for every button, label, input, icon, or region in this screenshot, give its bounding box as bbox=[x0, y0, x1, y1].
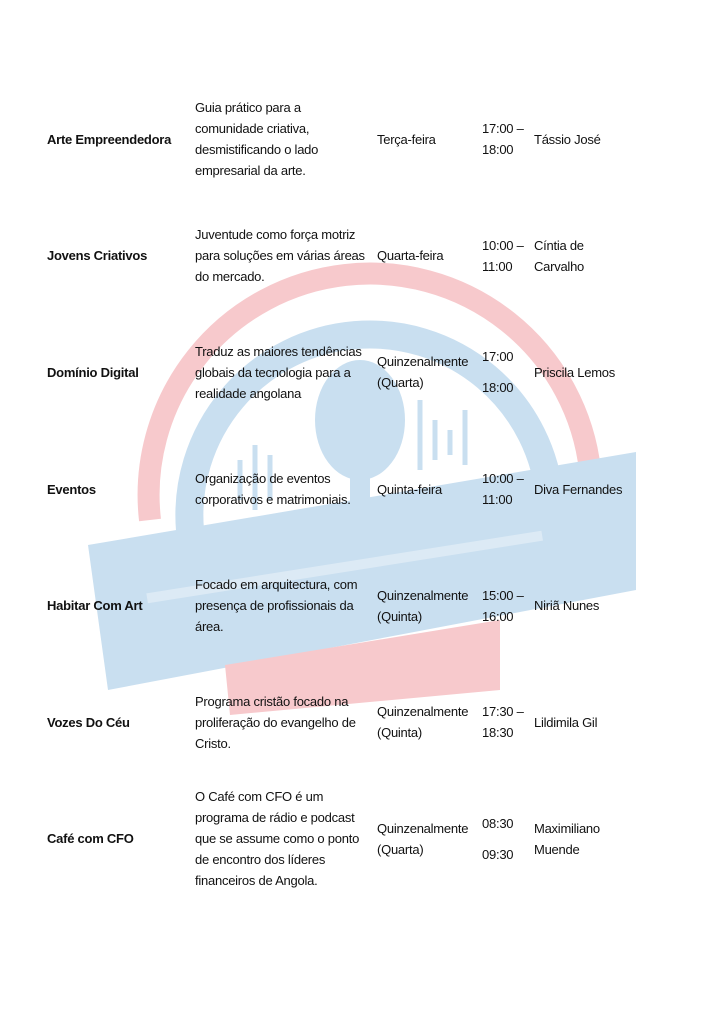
program-description-line: Focado em arquitectura, com bbox=[195, 577, 358, 593]
program-host-line: Carvalho bbox=[534, 258, 585, 274]
program-host-line: Maximiliano bbox=[534, 820, 600, 836]
program-description-line: presença de profissionais da bbox=[195, 598, 354, 614]
program-schedule bbox=[377, 129, 482, 150]
program-name-text: Domínio Digital bbox=[47, 364, 139, 380]
program-name-text: Café com CFO bbox=[47, 831, 134, 847]
program-name bbox=[47, 828, 195, 849]
program-name-text: Eventos bbox=[47, 481, 96, 497]
program-time bbox=[482, 585, 534, 627]
program-schedule-line: Quinta-feira bbox=[377, 481, 442, 497]
program-description-line: para soluções em várias áreas bbox=[195, 248, 365, 264]
program-time bbox=[482, 468, 534, 510]
program-time-line: 10:00 – bbox=[482, 237, 524, 253]
program-time bbox=[482, 346, 534, 398]
table-row bbox=[47, 314, 724, 431]
program-schedule bbox=[377, 818, 482, 860]
program-description bbox=[195, 224, 377, 287]
program-description-line: de encontro dos líderes bbox=[195, 852, 326, 868]
program-description bbox=[195, 468, 377, 510]
program-host bbox=[534, 479, 664, 500]
program-host-line: Muende bbox=[534, 841, 580, 857]
program-time-line: 18:00 bbox=[482, 142, 514, 158]
table-row bbox=[47, 431, 724, 548]
program-time-line: 11:00 bbox=[482, 492, 513, 508]
program-schedule bbox=[377, 245, 482, 266]
program-schedule-line: (Quarta) bbox=[377, 841, 424, 857]
program-schedule-line: Quinzenalmente bbox=[377, 820, 469, 836]
program-time-line: 18:00 bbox=[482, 380, 514, 396]
program-description-line: empresarial da arte. bbox=[195, 163, 306, 179]
table-row bbox=[47, 81, 724, 198]
table-row bbox=[47, 198, 724, 315]
program-description-line: Guia prático para a bbox=[195, 100, 301, 116]
program-name bbox=[47, 362, 195, 383]
program-schedule bbox=[377, 479, 482, 500]
program-time-line: 18:30 bbox=[482, 725, 514, 741]
table-row bbox=[47, 664, 724, 781]
program-name bbox=[47, 129, 195, 150]
program-schedule-line: Quarta-feira bbox=[377, 248, 444, 264]
program-time bbox=[482, 813, 534, 865]
program-time bbox=[482, 701, 534, 743]
program-description bbox=[195, 691, 377, 754]
program-description-line: realidade angolana bbox=[195, 385, 302, 401]
program-description-line: Organização de eventos bbox=[195, 471, 331, 487]
program-description-line: Programa cristão focado na bbox=[195, 693, 349, 709]
program-description-line: financeiros de Angola. bbox=[195, 873, 318, 889]
program-schedule-line: Terça-feira bbox=[377, 131, 436, 147]
program-host bbox=[534, 818, 664, 860]
program-description-line: desmistificando o lado bbox=[195, 142, 319, 158]
program-description-line: globais da tecnologia para a bbox=[195, 364, 351, 380]
program-description bbox=[195, 341, 377, 404]
program-description-line: Cristo. bbox=[195, 735, 231, 751]
program-host bbox=[534, 595, 664, 616]
program-time-line: 17:00 – bbox=[482, 121, 524, 137]
program-host bbox=[534, 362, 664, 383]
program-time-line: 16:00 bbox=[482, 608, 514, 624]
program-description-line: Traduz as maiores tendências bbox=[195, 343, 362, 359]
program-host bbox=[534, 235, 664, 277]
program-schedule-line: (Quinta) bbox=[377, 608, 422, 624]
program-time-line: 10:00 – bbox=[482, 471, 524, 487]
program-description-line: área. bbox=[195, 619, 224, 635]
program-time-line: 09:30 bbox=[482, 846, 514, 862]
program-time bbox=[482, 235, 534, 277]
program-time bbox=[482, 118, 534, 160]
program-time-line: 11:00 bbox=[482, 258, 513, 274]
program-description-line: programa de rádio e podcast bbox=[195, 810, 355, 826]
program-description-line: O Café com CFO é um bbox=[195, 789, 324, 805]
program-description bbox=[195, 786, 377, 891]
table-row bbox=[47, 781, 724, 898]
program-description-line: proliferação do evangelho de bbox=[195, 714, 356, 730]
program-time-line: 08:30 bbox=[482, 815, 514, 831]
table-row bbox=[47, 547, 724, 664]
program-host bbox=[534, 712, 664, 733]
program-schedule bbox=[377, 701, 482, 743]
program-host bbox=[534, 129, 664, 150]
program-host-line: Diva Fernandes bbox=[534, 481, 623, 497]
program-name bbox=[47, 245, 195, 266]
program-host-line: Lildimila Gil bbox=[534, 714, 598, 730]
program-description-line: comunidade criativa, bbox=[195, 121, 310, 137]
program-schedule-line: (Quarta) bbox=[377, 375, 424, 391]
program-time-line: 17:00 bbox=[482, 349, 514, 365]
program-description bbox=[195, 574, 377, 637]
program-description-line: que se assume como o ponto bbox=[195, 831, 360, 847]
program-schedule bbox=[377, 351, 482, 393]
program-description-line: Juventude como força motriz bbox=[195, 227, 356, 243]
program-schedule-line: Quinzenalmente bbox=[377, 704, 469, 720]
program-name-text: Vozes Do Céu bbox=[47, 714, 130, 730]
program-name bbox=[47, 712, 195, 733]
program-host-line: Niriã Nunes bbox=[534, 598, 600, 614]
program-description-line: do mercado. bbox=[195, 269, 265, 285]
program-name-text: Jovens Criativos bbox=[47, 248, 148, 264]
program-host-line: Priscila Lemos bbox=[534, 364, 616, 380]
program-host-line: Cíntia de bbox=[534, 237, 584, 253]
program-schedule-line: Quinzenalmente bbox=[377, 354, 469, 370]
program-name-text: Arte Empreendedora bbox=[47, 131, 172, 147]
program-time-line: 17:30 – bbox=[482, 704, 524, 720]
program-description bbox=[195, 97, 377, 181]
program-schedule-table bbox=[47, 0, 724, 897]
program-time-line: 15:00 – bbox=[482, 587, 524, 603]
program-name bbox=[47, 595, 195, 616]
program-schedule bbox=[377, 585, 482, 627]
program-name-text: Habitar Com Art bbox=[47, 598, 143, 614]
program-schedule-line: (Quinta) bbox=[377, 725, 422, 741]
program-host-line: Tássio José bbox=[534, 131, 601, 147]
program-schedule-line: Quinzenalmente bbox=[377, 587, 469, 603]
program-name bbox=[47, 479, 195, 500]
program-description-line: corporativos e matrimoniais. bbox=[195, 492, 351, 508]
